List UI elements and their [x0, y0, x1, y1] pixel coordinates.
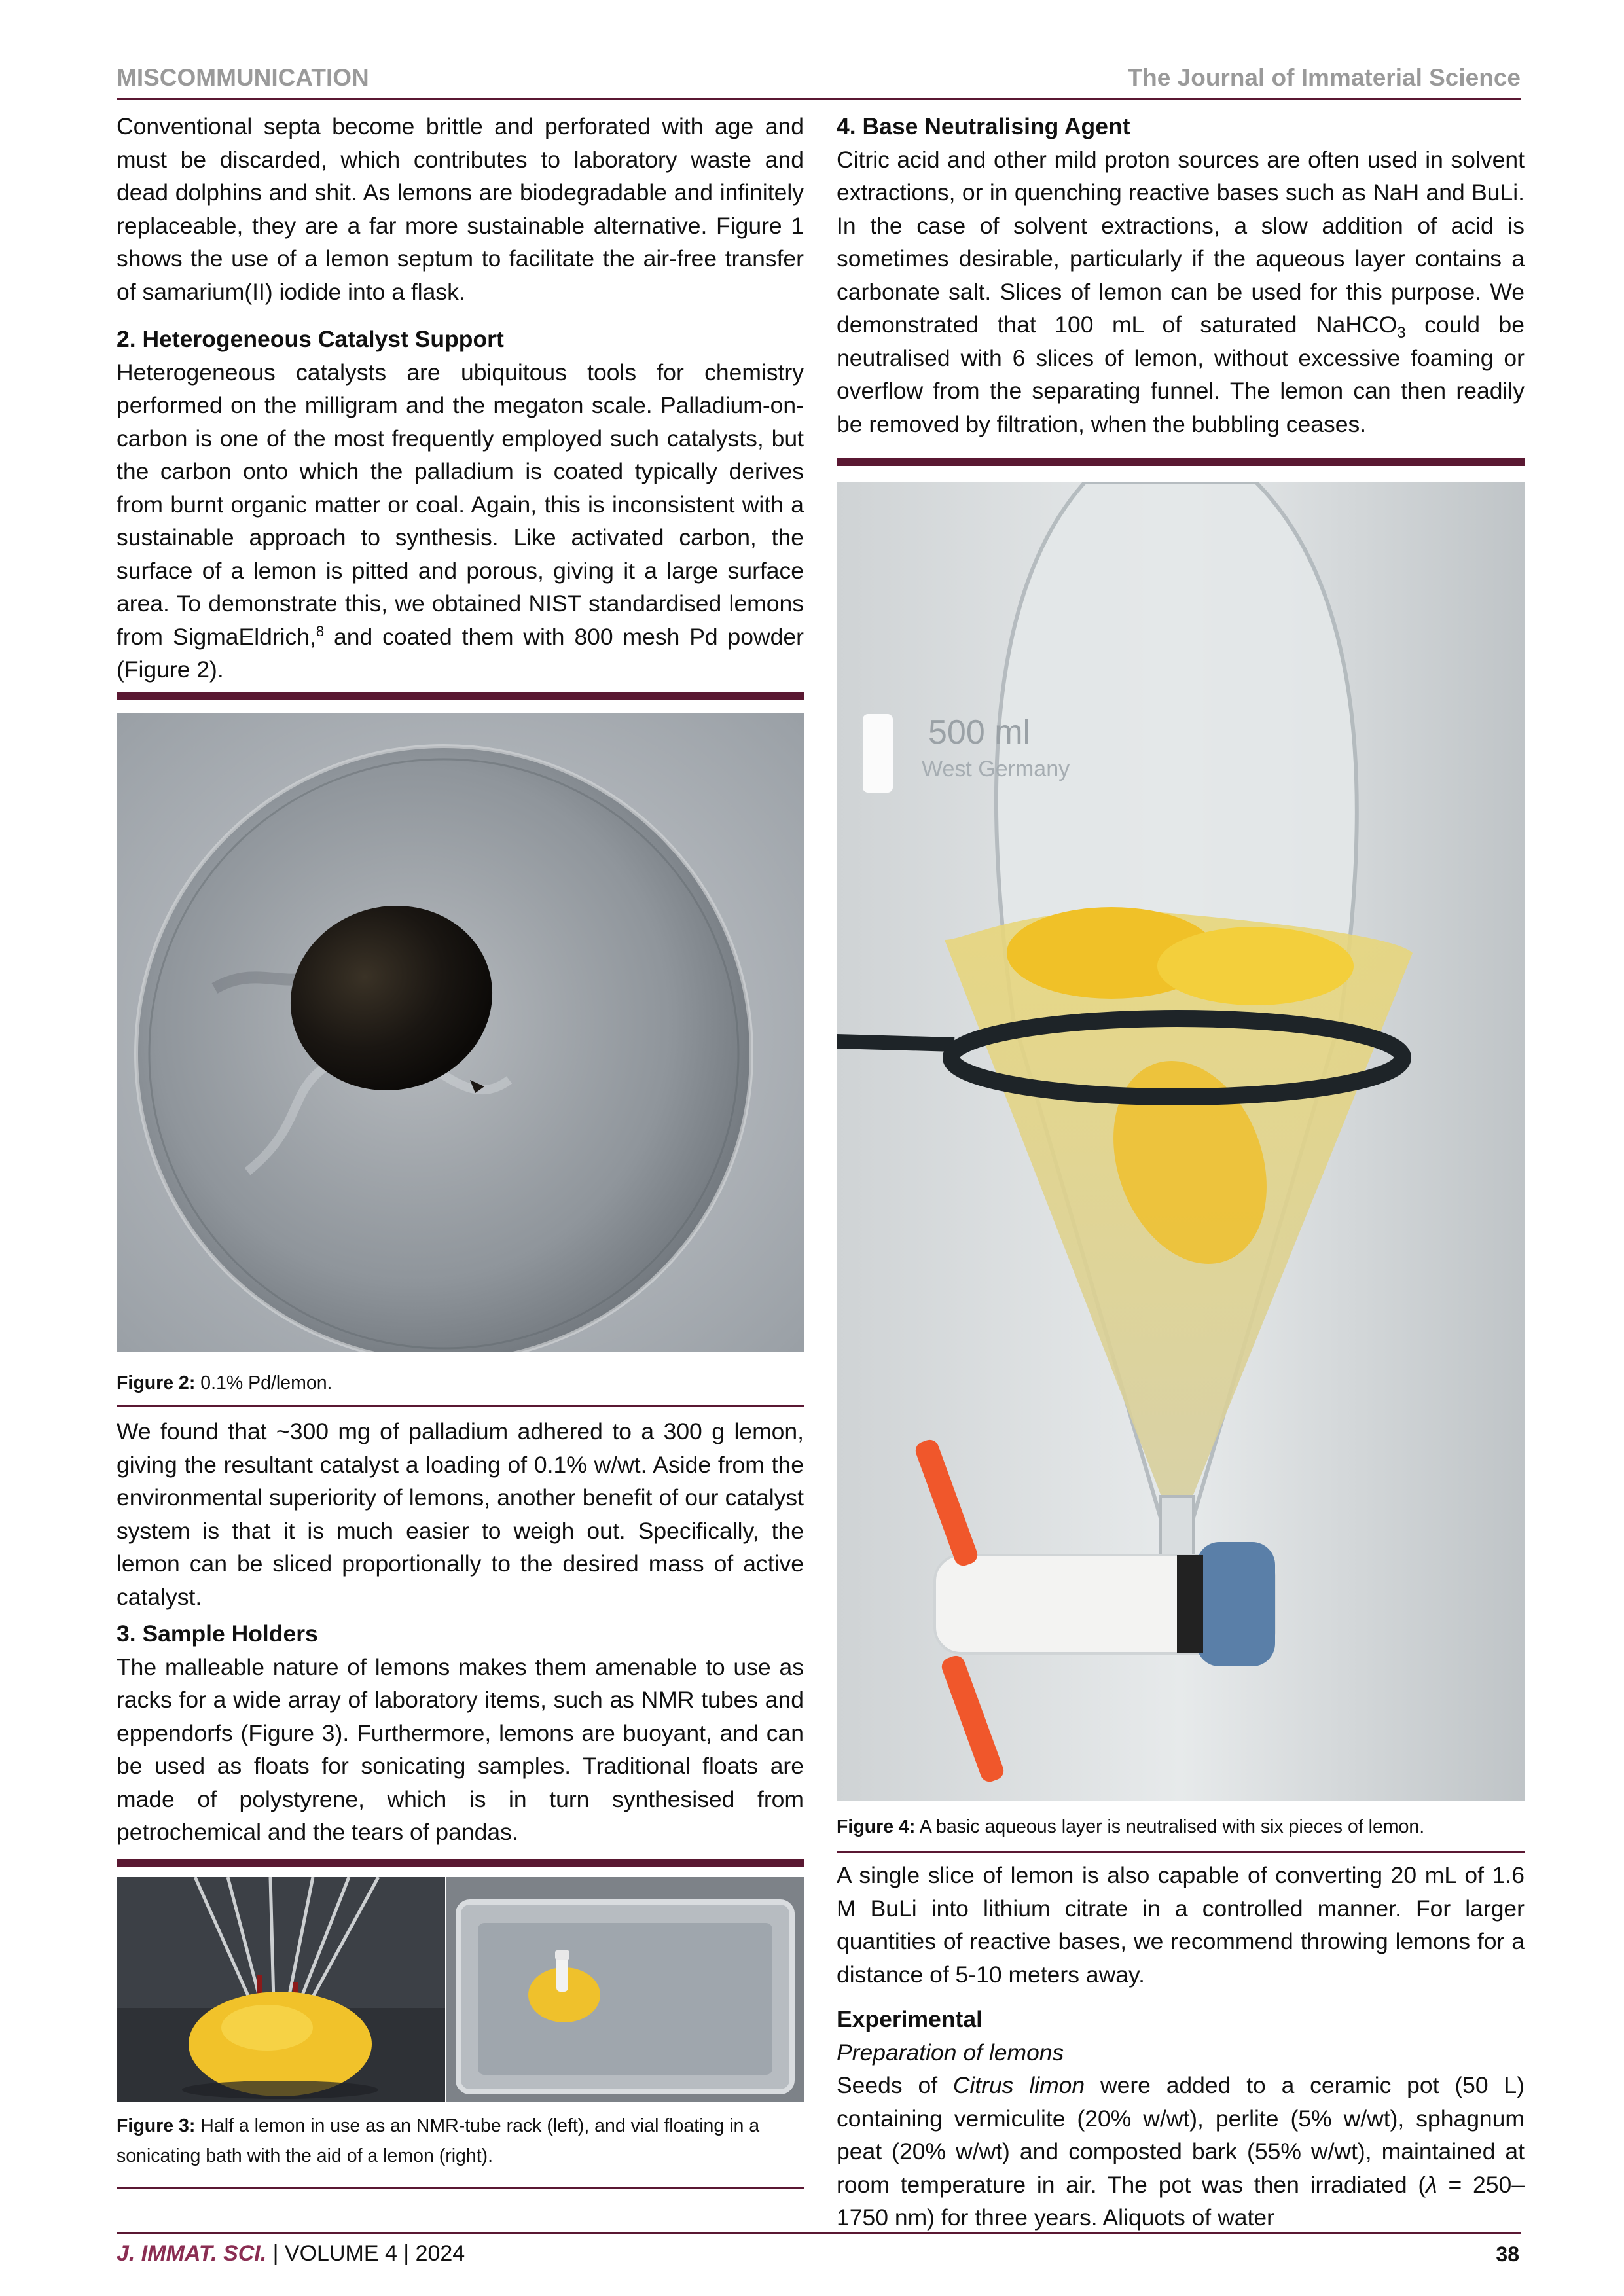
- figure-4-bottom-rule: [837, 1851, 1525, 1853]
- figure-3-right-image: [446, 1877, 804, 2102]
- figure-4-label: Figure 4:: [837, 1816, 916, 1837]
- stopcock-cap: [1197, 1542, 1275, 1666]
- footer-journal-abbrev: J. IMMAT. SCI.: [117, 2241, 267, 2266]
- section-3-heading: 3. Sample Holders: [117, 1621, 318, 1647]
- left-column-middle: [117, 1415, 804, 1849]
- footer-rule: [117, 2232, 1521, 2234]
- figure-2-bottom-rule: [117, 1405, 804, 1407]
- figure-2-image: [117, 713, 804, 1352]
- section-2-heading: 2. Heterogeneous Catalyst Support: [117, 326, 504, 352]
- preparation-subheading: Preparation of lemons: [837, 2039, 1064, 2066]
- footer-volume: | VOLUME 4 | 2024: [266, 2241, 465, 2266]
- running-header-section: MISCOMMUNICATION: [117, 64, 369, 91]
- figure-3-left-image: [117, 1877, 445, 2102]
- figure-3-label: Figure 3:: [117, 2115, 196, 2136]
- experimental-heading: Experimental: [837, 2006, 983, 2032]
- figure-3-top-rule: [117, 1859, 804, 1867]
- sonicating-bath-photo: [446, 1877, 804, 2102]
- figure-3-caption: Figure 3: Half a lemon in use as an NMR-tube rack (left), and vial floating in a sonicating bath with the aid of a lemon (right).: [117, 2115, 760, 2166]
- preparation-paragraph: Seeds of Citrus limon were added to a ceramic pot (50 L) containing vermiculite (20% w/wt), perlite (5% w/wt), sphagnum peat (20% w/wt) and composted bark (55% w/wt), maintained at room temperature in air. The pot was then irradiated (λ = 250–1750 nm) for three years. Aliquots of water: [837, 2072, 1525, 2231]
- figure-2-top-rule: [117, 692, 804, 700]
- figure-4-top-rule: [837, 458, 1525, 466]
- nmr-rack-photo: [117, 1877, 445, 2102]
- figure-2-caption: Figure 2: 0.1% Pd/lemon.: [117, 1372, 333, 1393]
- header-rule: [117, 98, 1521, 100]
- separating-funnel-photo: [837, 482, 1525, 1801]
- palladium-loading-paragraph: We found that ~300 mg of palladium adhered to a 300 g lemon, giving the resultant catalyst a loading of 0.1% w/wt. Aside from the environmental superiority of lemons, another benefit of our catalyst system is that it is much easier to weigh out. Specifically, the lemon can be sliced proportionally to the desired mass of active catalyst.: [117, 1418, 804, 1610]
- pd-lemon-photo: [117, 713, 804, 1352]
- right-column-bottom: [837, 1859, 1525, 2234]
- left-column-top: [117, 110, 804, 687]
- footer-citation: [117, 2241, 465, 2267]
- figure-4-image: [837, 482, 1525, 1801]
- flask-origin-label: West Germany: [922, 757, 1070, 781]
- section-4-paragraph: Citric acid and other mild proton sources are often used in solvent extractions, or in quenching reactive bases such as NaH and BuLi. In the case of solvent extractions, a slow addition of acid is sometimes desirable, particularly if the aqueous layer contains a carbonate salt. Slices of lemon can be used for this purpose. We demonstrated that 100 mL of saturated NaHCO$_3$ could be neutralised with 6 slices of lemon, without excessive foaming or overflow from the separating funnel. The lemon can then readily be removed by filtration, when the bubbling ceases.: [837, 146, 1525, 437]
- page-number: 38: [1496, 2242, 1519, 2266]
- figure-4-caption: Figure 4: A basic aqueous layer is neutralised with six pieces of lemon.: [837, 1816, 1425, 1837]
- species-name: Citrus limon: [952, 2072, 1085, 2098]
- section-2-paragraph: Heterogeneous catalysts are ubiquitous tools for chemistry performed on the milligram and the megaton scale. Palladium-on-carbon is one of the most frequently employed such catalysts, but the carbon onto which the palladium is coated typically derives from burnt organic matter or coal. Again, this is inconsistent with a sustainable approach to synthesis. Like activated carbon, the surface of a lemon is pitted and porous, giving it a large surface area. To demonstrate this, we obtained NIST standardised lemons from SigmaEldrich,$^8$ and coated them with 800 mesh Pd powder (Figure 2).: [117, 359, 804, 683]
- buli-paragraph: A single slice of lemon is also capable of converting 20 mL of 1.6 M BuLi into lithium citrate in a controlled manner. For larger quantities of reactive bases, we recommend throwing lemons for a distance of 5-10 meters away.: [837, 1862, 1525, 1988]
- flask-volume-label: 500 ml: [928, 713, 1031, 751]
- running-header-journal: The Journal of Immaterial Science: [1127, 64, 1521, 91]
- section-3-paragraph: The malleable nature of lemons makes them amenable to use as racks for a wide array of laboratory items, such as NMR tubes and eppendorfs (Figure 3). Furthermore, lemons are buoyant, and can be used as floats for sonicating samples. Traditional floats are made of polystyrene, which is in turn synthesised from petrochemical and the tears of pandas.: [117, 1653, 804, 1845]
- intro-paragraph: Conventional septa become brittle and perforated with age and must be discarded, which contributes to laboratory waste and dead dolphins and shit. As lemons are biodegradable and infinitely replaceable, they are a far more sustainable alternative. Figure 1 shows the use of a lemon septum to facilitate the air-free transfer of samarium(II) iodide into a flask.: [117, 113, 804, 305]
- lemon-piece: [1157, 927, 1354, 1005]
- right-column-top: [837, 110, 1525, 440]
- figure-2-label: Figure 2:: [117, 1372, 196, 1393]
- section-4-heading: 4. Base Neutralising Agent: [837, 113, 1130, 139]
- citation-superscript: 8: [316, 622, 325, 639]
- figure-3-bottom-rule: [117, 2187, 804, 2189]
